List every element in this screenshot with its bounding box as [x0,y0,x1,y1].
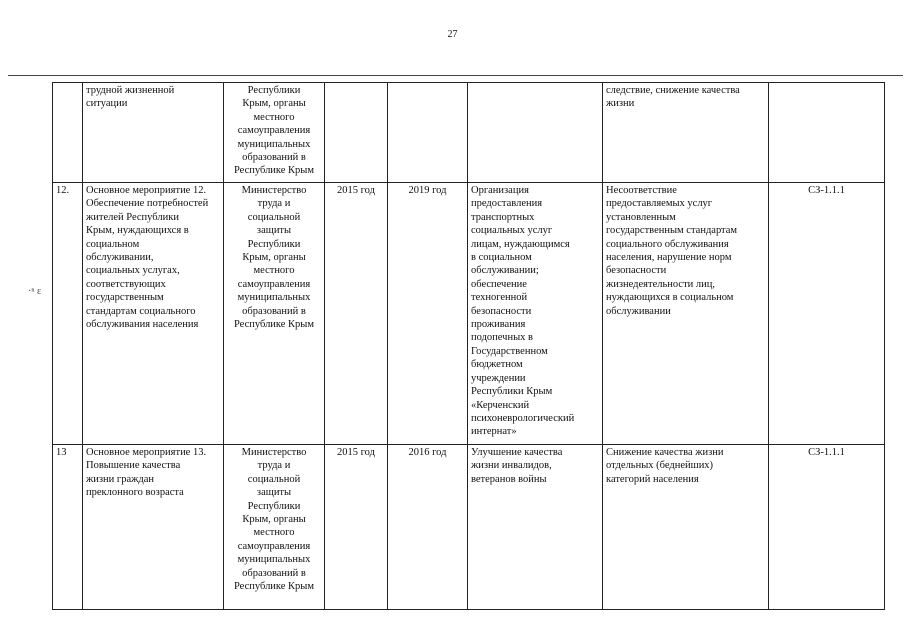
event-cell: Основное мероприятие 13. Повышение качества жизни граждан преклонного возраста [83,445,224,610]
row-number: 13 [53,445,83,610]
margin-mark: ·ⁿ ɛ [28,286,42,297]
table-row [53,83,885,183]
start-year-cell [325,83,388,183]
consequence-cell: следствие, снижение качества жизни [603,83,769,183]
event-cell: трудной жизненной ситуации [83,83,224,183]
end-year-cell: 2019 год [388,183,468,445]
table-row [53,183,885,445]
code-cell [769,83,885,183]
table-row [53,445,885,610]
row-number [53,83,83,183]
end-year-cell: 2016 год [388,445,468,610]
result-cell [468,83,603,183]
code-cell: СЗ-1.1.1 [769,183,885,445]
event-cell: Основное мероприятие 12. Обеспечение потребностей жителей Республики Крым, нуждающихся в социальном обслуживании, социальных услугах, соответствующих государственным стандартам социального обслуживания населения [83,183,224,445]
end-year-cell [388,83,468,183]
consequence-cell: Снижение качества жизни отдельных (беднейших) категорий населения [603,445,769,610]
program-table [52,82,885,610]
result-cell: Улучшение качества жизни инвалидов, ветеранов войны [468,445,603,610]
start-year-cell: 2015 год [325,445,388,610]
consequence-cell: Несоответствие предоставляемых услуг установленным государственным стандартам социального обслуживания населения, нарушение норм безопасности жизнедеятельности лиц, нуждающихся в социальном обслуживании [603,183,769,445]
top-rule [8,75,903,76]
row-number: 12. [53,183,83,445]
executor-cell: Республики Крым, органы местного самоуправления муниципальных образований в Республике Крым [224,83,325,183]
result-cell: Организация предоставления транспортных социальных услуг лицам, нуждающимся в социальном обслуживании; обеспечение техногенной безопасности проживания подопечных в Государственном бюджетном учреждении Республики Крым «Керченский психоневрологический интернат» [468,183,603,445]
code-cell: СЗ-1.1.1 [769,445,885,610]
executor-cell: Министерство труда и социальной защиты Республики Крым, органы местного самоуправления муниципальных образований в Республике Крым [224,183,325,445]
start-year-cell: 2015 год [325,183,388,445]
page-number: 27 [447,29,458,40]
executor-cell: Министерство труда и социальной защиты Республики Крым, органы местного самоуправления муниципальных образований в Республике Крым [224,445,325,610]
